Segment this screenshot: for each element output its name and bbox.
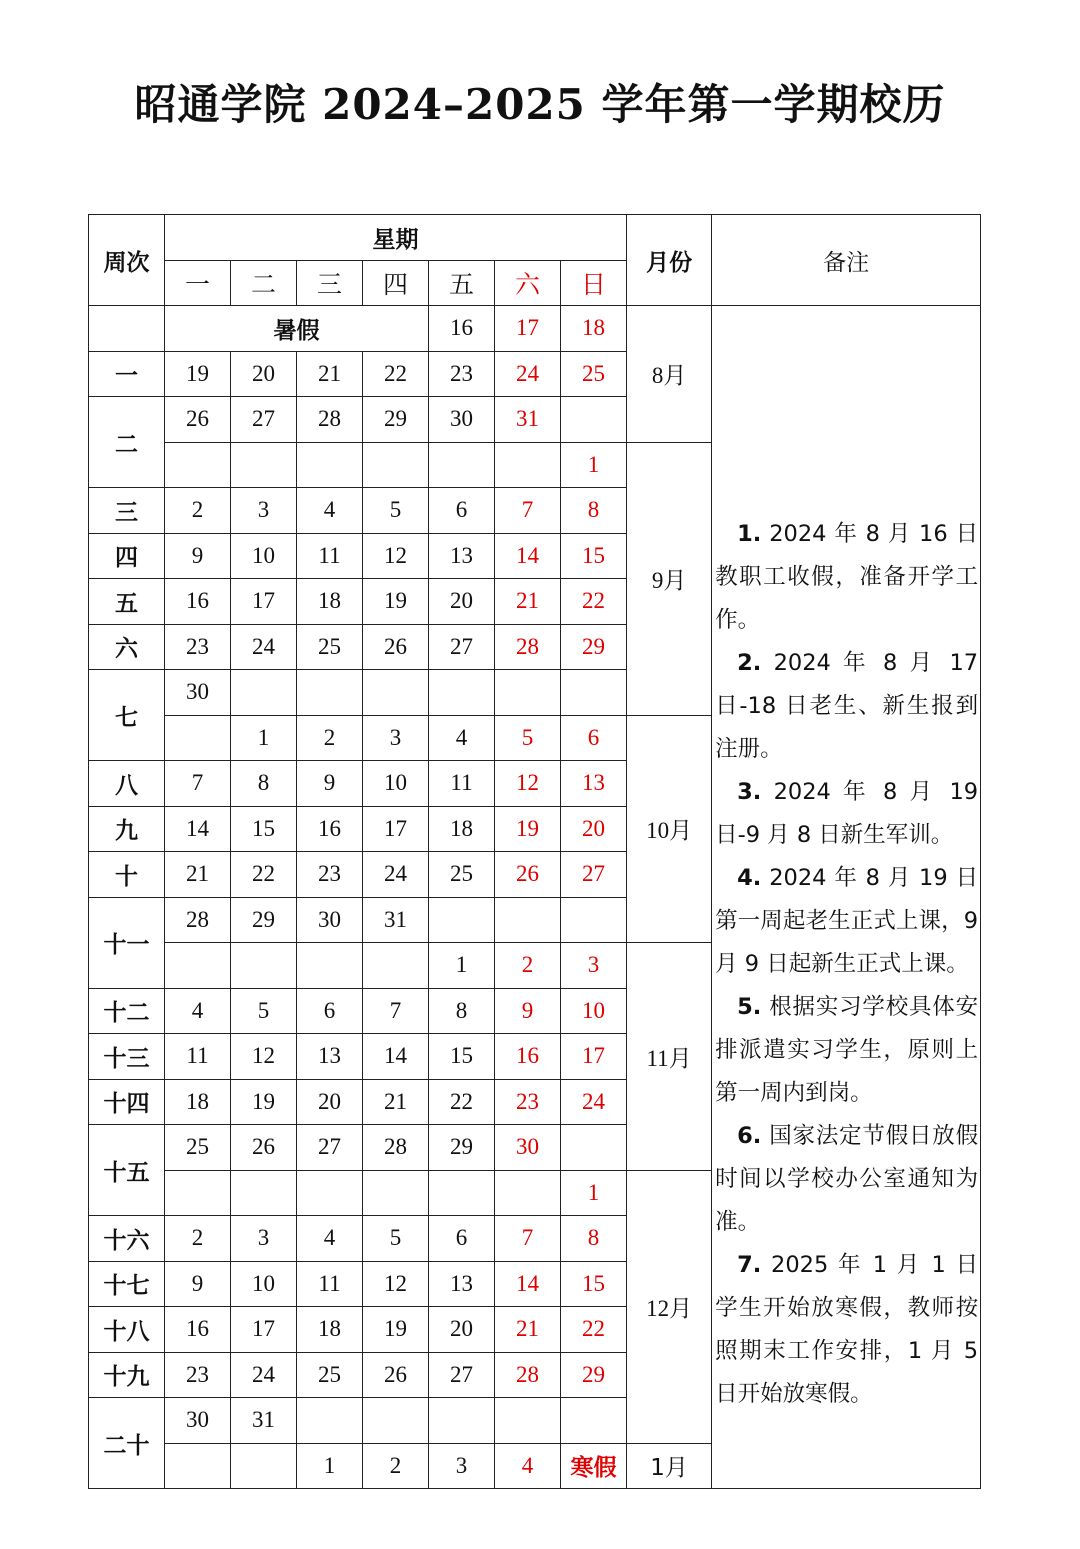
day-cell: 2 [297, 715, 363, 761]
note-item [715, 771, 978, 857]
day-header-fri: 五 [429, 261, 495, 306]
day-cell: 10 [561, 988, 627, 1034]
day-cell: 14 [165, 806, 231, 852]
day-cell: 23 [165, 1352, 231, 1398]
day-cell: 11 [429, 761, 495, 807]
day-cell: 4 [165, 988, 231, 1034]
day-cell: 9 [165, 1261, 231, 1307]
day-cell: 30 [165, 670, 231, 716]
day-cell: 5 [231, 988, 297, 1034]
day-cell: 13 [429, 1261, 495, 1307]
day-cell: 28 [363, 1125, 429, 1171]
day-cell: 30 [429, 397, 495, 443]
day-cell: 31 [363, 897, 429, 943]
day-cell: 26 [495, 852, 561, 898]
day-cell [165, 943, 231, 989]
day-cell: 19 [165, 351, 231, 397]
month-label: 1月 [627, 1443, 712, 1489]
day-cell: 22 [561, 1307, 627, 1353]
day-cell: 6 [429, 488, 495, 534]
day-cell: 4 [495, 1443, 561, 1489]
day-cell: 29 [429, 1125, 495, 1171]
day-cell: 16 [165, 579, 231, 625]
day-cell: 25 [297, 1352, 363, 1398]
day-cell: 15 [429, 1034, 495, 1080]
day-cell: 25 [561, 351, 627, 397]
day-cell: 3 [363, 715, 429, 761]
day-cell: 11 [297, 1261, 363, 1307]
week-number: 十四 [89, 1079, 165, 1125]
day-cell: 19 [363, 579, 429, 625]
day-cell: 22 [429, 1079, 495, 1125]
note-number: 1. [737, 520, 762, 547]
day-cell [297, 670, 363, 716]
week-number: 十五 [89, 1125, 165, 1216]
day-header-wed: 三 [297, 261, 363, 306]
day-cell: 18 [297, 1307, 363, 1353]
day-cell: 1 [231, 715, 297, 761]
table-row [89, 306, 981, 352]
day-cell: 8 [561, 488, 627, 534]
day-header-tue: 二 [231, 261, 297, 306]
week-number: 十三 [89, 1034, 165, 1080]
day-cell: 7 [363, 988, 429, 1034]
day-cell [363, 442, 429, 488]
day-cell: 21 [495, 1307, 561, 1353]
day-cell: 6 [429, 1216, 495, 1262]
day-cell: 27 [231, 397, 297, 443]
day-cell: 20 [231, 351, 297, 397]
day-cell: 2 [495, 943, 561, 989]
day-header-thu: 四 [363, 261, 429, 306]
day-cell: 5 [363, 488, 429, 534]
month-label: 10月 [627, 715, 712, 943]
day-cell [495, 1398, 561, 1444]
day-cell: 10 [363, 761, 429, 807]
day-cell: 22 [561, 579, 627, 625]
day-cell: 24 [495, 351, 561, 397]
week-number: 七 [89, 670, 165, 761]
week-number [89, 306, 165, 352]
day-cell [363, 943, 429, 989]
day-cell: 26 [363, 1352, 429, 1398]
day-cell: 21 [297, 351, 363, 397]
week-number: 十 [89, 852, 165, 898]
day-header-sat: 六 [495, 261, 561, 306]
day-cell: 28 [495, 1352, 561, 1398]
day-cell: 24 [363, 852, 429, 898]
day-cell: 24 [231, 624, 297, 670]
day-cell: 12 [495, 761, 561, 807]
day-cell: 26 [363, 624, 429, 670]
week-number: 十二 [89, 988, 165, 1034]
day-cell: 3 [429, 1443, 495, 1489]
day-cell: 14 [363, 1034, 429, 1080]
day-cell [231, 943, 297, 989]
day-cell: 30 [297, 897, 363, 943]
day-cell: 21 [495, 579, 561, 625]
day-cell: 11 [297, 533, 363, 579]
day-cell: 30 [495, 1125, 561, 1171]
day-cell: 27 [561, 852, 627, 898]
day-cell [165, 442, 231, 488]
day-cell [495, 897, 561, 943]
note-text: 根据实习学校具体安排派遣实习学生，原则上第一周内到岗。 [715, 993, 979, 1106]
day-cell [231, 1443, 297, 1489]
day-cell: 27 [297, 1125, 363, 1171]
note-item [715, 986, 978, 1115]
week-number: 四 [89, 533, 165, 579]
day-cell: 14 [495, 533, 561, 579]
note-number: 2. [737, 649, 762, 676]
day-cell: 3 [561, 943, 627, 989]
day-cell: 13 [429, 533, 495, 579]
day-header-sun: 日 [561, 261, 627, 306]
day-cell: 3 [231, 488, 297, 534]
day-cell: 13 [561, 761, 627, 807]
day-cell [363, 1398, 429, 1444]
day-cell: 20 [561, 806, 627, 852]
week-number: 八 [89, 761, 165, 807]
week-number: 二十 [89, 1398, 165, 1489]
day-cell: 1 [297, 1443, 363, 1489]
note-text: 2025 年 1 月 1 日学生开始放寒假，教师按照期末工作安排，1 月 5 日开始放寒假。 [715, 1251, 979, 1407]
day-cell: 5 [495, 715, 561, 761]
summer-vacation-label: 暑假 [165, 306, 429, 352]
day-cell: 9 [297, 761, 363, 807]
day-cell [297, 943, 363, 989]
day-cell: 18 [561, 306, 627, 352]
week-number: 六 [89, 624, 165, 670]
day-cell: 7 [165, 761, 231, 807]
note-item [715, 1115, 978, 1244]
note-number: 4. [737, 864, 762, 891]
day-cell: 18 [165, 1079, 231, 1125]
day-cell: 29 [561, 1352, 627, 1398]
week-number: 五 [89, 579, 165, 625]
day-cell: 21 [165, 852, 231, 898]
day-cell: 23 [165, 624, 231, 670]
day-cell: 27 [429, 624, 495, 670]
day-cell: 29 [231, 897, 297, 943]
day-cell: 22 [363, 351, 429, 397]
day-cell [429, 442, 495, 488]
note-text: 2024 年 8 月 16 日教职工收假，准备开学工作。 [715, 520, 979, 633]
week-number: 二 [89, 397, 165, 488]
day-cell: 28 [297, 397, 363, 443]
day-cell: 1 [561, 1170, 627, 1216]
day-cell: 16 [165, 1307, 231, 1353]
day-cell: 28 [165, 897, 231, 943]
day-cell: 27 [429, 1352, 495, 1398]
calendar-table [88, 214, 981, 1489]
day-cell [231, 442, 297, 488]
day-cell: 24 [561, 1079, 627, 1125]
day-cell: 13 [297, 1034, 363, 1080]
day-cell: 9 [165, 533, 231, 579]
note-item [715, 513, 978, 642]
day-cell: 15 [231, 806, 297, 852]
note-number: 7. [737, 1251, 762, 1278]
note-number: 6. [737, 1122, 762, 1149]
day-cell [561, 670, 627, 716]
day-cell: 26 [231, 1125, 297, 1171]
day-cell: 7 [495, 1216, 561, 1262]
month-label: 9月 [627, 442, 712, 715]
day-cell: 5 [363, 1216, 429, 1262]
day-cell: 21 [363, 1079, 429, 1125]
day-cell: 10 [231, 1261, 297, 1307]
day-cell: 31 [495, 397, 561, 443]
day-cell: 23 [429, 351, 495, 397]
day-cell: 22 [231, 852, 297, 898]
day-cell: 8 [429, 988, 495, 1034]
day-cell: 12 [231, 1034, 297, 1080]
day-cell: 31 [231, 1398, 297, 1444]
day-cell [561, 897, 627, 943]
day-cell [429, 897, 495, 943]
day-cell: 16 [495, 1034, 561, 1080]
day-cell [495, 1170, 561, 1216]
day-cell [561, 1398, 627, 1444]
day-header-mon: 一 [165, 261, 231, 306]
day-cell: 3 [231, 1216, 297, 1262]
day-cell [165, 1170, 231, 1216]
day-cell: 29 [561, 624, 627, 670]
page-title: 昭通学院 2024–2025 学年第一学期校历 [134, 80, 946, 129]
day-cell: 14 [495, 1261, 561, 1307]
day-cell: 4 [297, 488, 363, 534]
day-cell: 8 [231, 761, 297, 807]
weekday-header: 星期 [165, 215, 627, 261]
note-text: 2024 年 8 月 19 日第一周起老生正式上课，9 月 9 日起新生正式上课。 [715, 864, 979, 977]
day-cell [297, 1170, 363, 1216]
week-number: 十一 [89, 897, 165, 988]
day-cell [429, 1398, 495, 1444]
day-cell: 15 [561, 1261, 627, 1307]
week-number: 十六 [89, 1216, 165, 1262]
day-cell: 8 [561, 1216, 627, 1262]
day-cell: 17 [363, 806, 429, 852]
day-cell: 10 [231, 533, 297, 579]
week-number: 十八 [89, 1307, 165, 1353]
month-label: 12月 [627, 1170, 712, 1443]
day-cell: 25 [297, 624, 363, 670]
note-text: 2024 年 8 月 17 日-18 日老生、新生报到注册。 [715, 649, 979, 762]
week-number: 三 [89, 488, 165, 534]
day-cell: 2 [363, 1443, 429, 1489]
day-cell: 25 [429, 852, 495, 898]
day-cell: 28 [495, 624, 561, 670]
day-cell: 16 [429, 306, 495, 352]
day-cell: 4 [429, 715, 495, 761]
day-cell: 26 [165, 397, 231, 443]
day-cell: 29 [363, 397, 429, 443]
week-number: 十七 [89, 1261, 165, 1307]
note-number: 3. [737, 778, 762, 805]
day-cell [429, 1170, 495, 1216]
day-cell: 2 [165, 488, 231, 534]
day-cell: 19 [495, 806, 561, 852]
day-cell: 20 [429, 1307, 495, 1353]
day-cell: 18 [297, 579, 363, 625]
note-number: 5. [737, 993, 762, 1020]
day-cell: 16 [297, 806, 363, 852]
day-cell [363, 670, 429, 716]
day-cell: 25 [165, 1125, 231, 1171]
note-item [715, 642, 978, 771]
week-number: 九 [89, 806, 165, 852]
week-header: 周次 [89, 215, 165, 306]
day-cell [495, 442, 561, 488]
day-cell: 18 [429, 806, 495, 852]
day-cell: 30 [165, 1398, 231, 1444]
day-cell: 6 [297, 988, 363, 1034]
month-header: 月份 [627, 215, 712, 306]
note-item [715, 1244, 978, 1416]
day-cell: 9 [495, 988, 561, 1034]
notes-header: 备注 [712, 215, 981, 306]
day-cell: 23 [495, 1079, 561, 1125]
day-cell: 7 [495, 488, 561, 534]
day-cell: 20 [429, 579, 495, 625]
day-cell: 12 [363, 533, 429, 579]
day-cell: 23 [297, 852, 363, 898]
day-cell: 4 [297, 1216, 363, 1262]
note-text: 2024 年 8 月 19 日-9 月 8 日新生军训。 [715, 778, 979, 848]
day-cell [231, 1170, 297, 1216]
day-cell [231, 670, 297, 716]
day-cell [363, 1170, 429, 1216]
day-cell: 1 [429, 943, 495, 989]
day-cell: 11 [165, 1034, 231, 1080]
month-label: 8月 [627, 306, 712, 443]
day-cell [561, 1125, 627, 1171]
day-cell: 12 [363, 1261, 429, 1307]
notes-cell [712, 306, 981, 1489]
day-cell: 17 [561, 1034, 627, 1080]
day-cell [297, 1398, 363, 1444]
day-cell: 1 [561, 442, 627, 488]
day-cell [429, 670, 495, 716]
day-cell: 24 [231, 1352, 297, 1398]
day-cell: 17 [231, 579, 297, 625]
week-number: 一 [89, 351, 165, 397]
day-cell: 19 [231, 1079, 297, 1125]
day-cell: 20 [297, 1079, 363, 1125]
month-label: 11月 [627, 943, 712, 1171]
note-item [715, 857, 978, 986]
day-cell [165, 715, 231, 761]
day-cell: 17 [231, 1307, 297, 1353]
week-number: 十九 [89, 1352, 165, 1398]
day-cell: 15 [561, 533, 627, 579]
day-cell [561, 397, 627, 443]
day-cell: 6 [561, 715, 627, 761]
note-text: 国家法定节假日放假时间以学校办公室通知为准。 [715, 1122, 979, 1235]
day-cell [495, 670, 561, 716]
day-cell: 17 [495, 306, 561, 352]
winter-vacation-label: 寒假 [561, 1443, 627, 1489]
day-cell: 19 [363, 1307, 429, 1353]
day-cell: 2 [165, 1216, 231, 1262]
day-cell [165, 1443, 231, 1489]
day-cell [297, 442, 363, 488]
